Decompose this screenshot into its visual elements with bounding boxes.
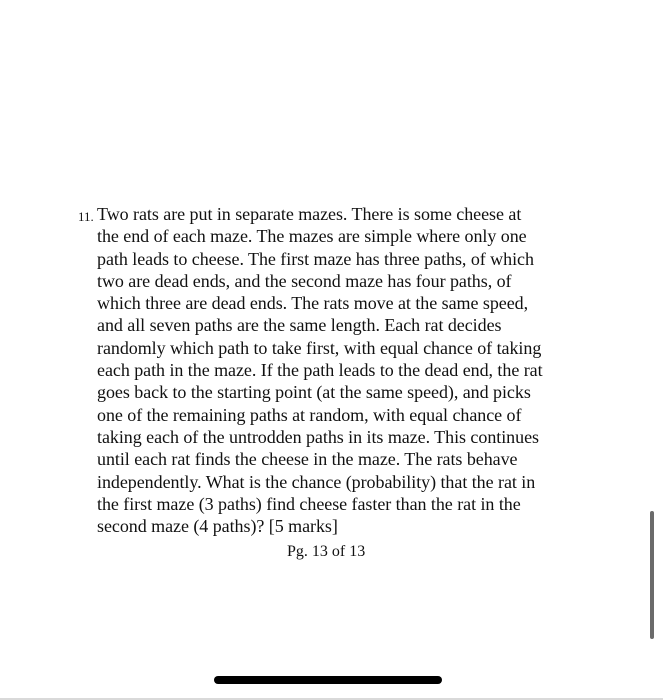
question-text xyxy=(97,203,543,537)
question-number: 11. xyxy=(78,209,94,224)
page-number-label: Pg. 13 of 13 xyxy=(287,543,366,560)
question-line: taking each of the untrodden paths in its maze. This continues xyxy=(97,426,539,447)
home-indicator[interactable] xyxy=(214,676,442,684)
question-line: Two rats are put in separate mazes. There is some cheese at xyxy=(97,204,522,224)
question-line: second maze (4 paths)? [5 marks] xyxy=(97,516,338,537)
question-line: two are dead ends, and the second maze has four paths, of xyxy=(97,270,512,291)
question-line: one of the remaining paths at random, with equal chance of xyxy=(97,404,522,425)
question-line: goes back to the starting point (at the same speed), and picks xyxy=(97,382,531,403)
question-line: independently. What is the chance (probability) that the rat in xyxy=(97,471,536,492)
question-line: path leads to cheese. The first maze has three paths, of which xyxy=(97,248,534,269)
question-line: each path in the maze. If the path leads to the dead end, the rat xyxy=(97,360,543,381)
question-line: which three are dead ends. The rats move at the same speed, xyxy=(97,293,529,314)
question-line: the end of each maze. The mazes are simple where only one xyxy=(97,226,527,247)
question-line: the first maze (3 paths) find cheese faster than the rat in the xyxy=(97,493,521,514)
question-line: until each rat finds the cheese in the maze. The rats behave xyxy=(97,449,518,470)
question-line: and all seven paths are the same length. Each rat decides xyxy=(97,315,502,336)
question-line: randomly which path to take first, with equal chance of taking xyxy=(97,337,542,358)
vertical-scrollbar[interactable] xyxy=(650,511,654,639)
